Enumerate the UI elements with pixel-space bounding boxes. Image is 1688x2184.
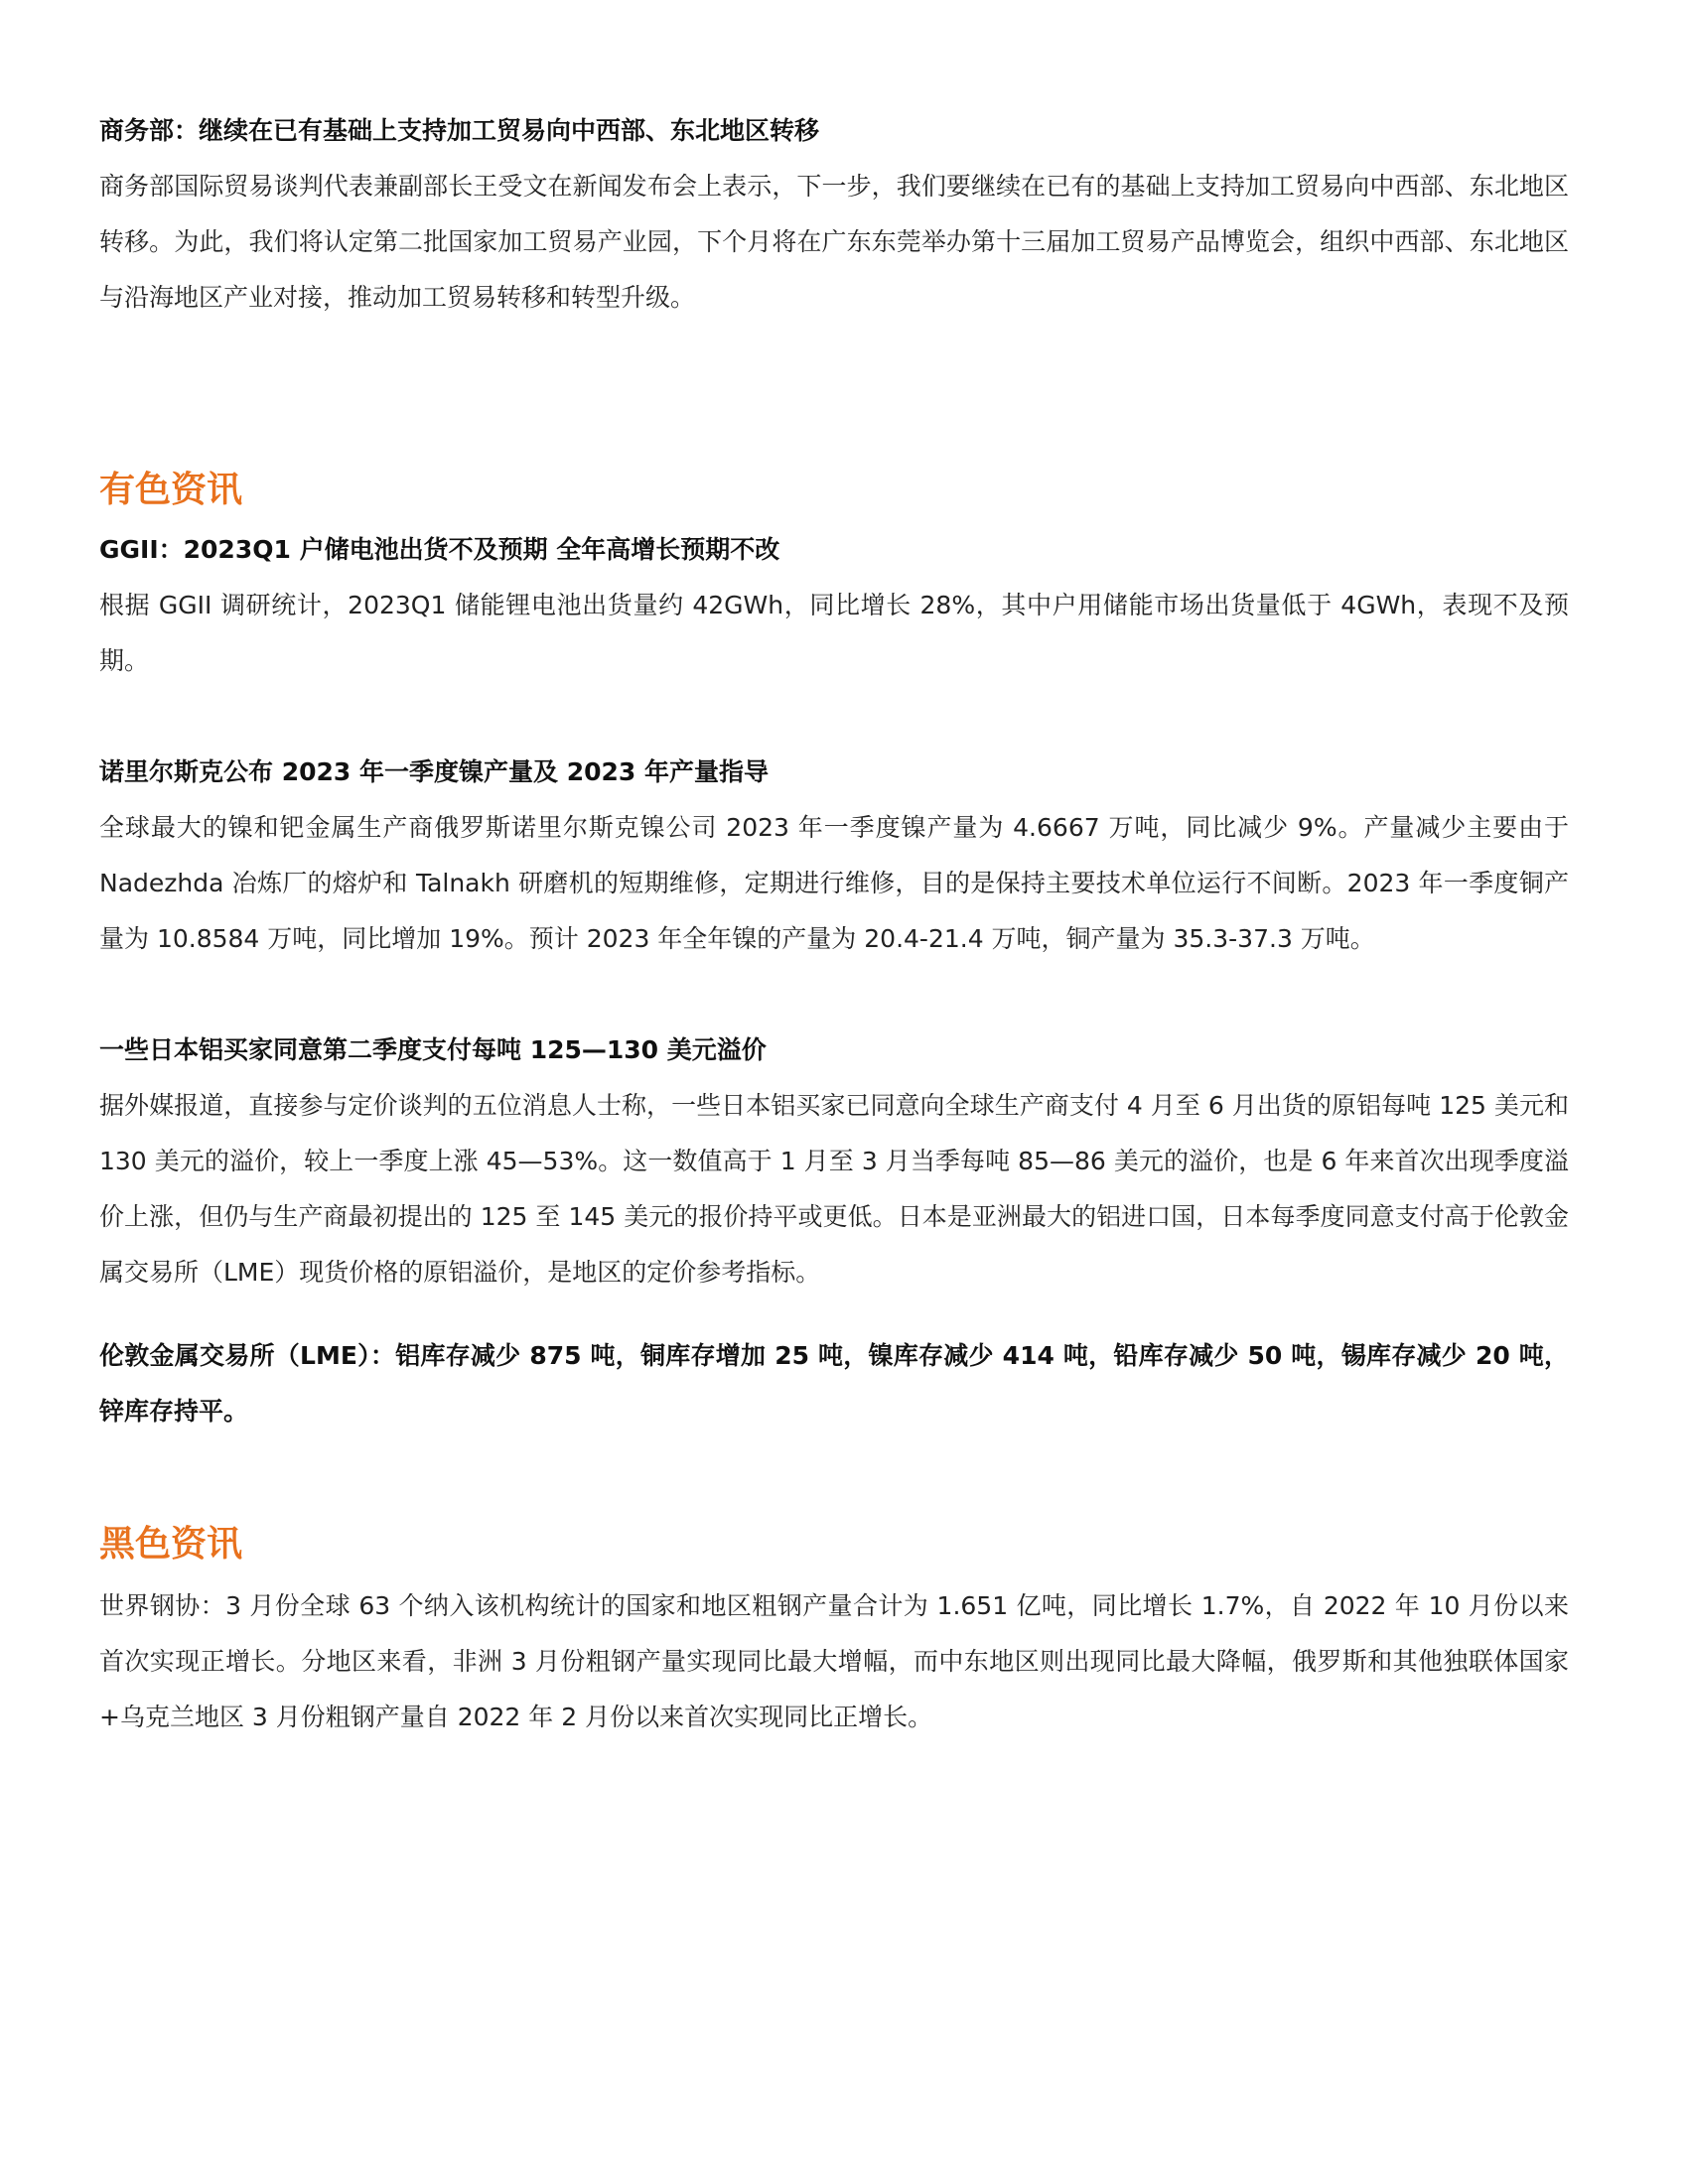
- commerce-news-body: 商务部国际贸易谈判代表兼副部长王受文在新闻发布会上表示，下一步，我们要继续在已有的基础上支持加工贸易向中西部、东北地区转移。为此，我们将认定第二批国家加工贸易产业园，下个月将在广东东莞举办第十三届加工贸易产品博览会，组织中西部、东北地区与沿海地区产业对接，推动加工贸易转移和转型升级。: [99, 172, 1569, 312]
- nornickel-news-title: 诺里尔斯克公布 2023 年一季度镍产量及 2023 年产量指导: [99, 757, 769, 786]
- nornickel-news-body: 全球最大的镍和钯金属生产商俄罗斯诺里尔斯克镍公司 2023 年一季度镍产量为 4.6667 万吨，同比减少 9%。产量减少主要由于 Nadezhda 冶炼厂的熔炉和 Talnakh 研磨机的短期维修，定期进行维修，目的是保持主要技术单位运行不间断。2023 年一季度铜产量为 10.8584 万吨，同比增加 19%。预计 2023 年全年镍的产量为 20.4-21.4 万吨，铜产量为 35.3-37.3 万吨。: [99, 813, 1569, 953]
- commerce-news: [99, 103, 1569, 326]
- worldsteel-news-body: 世界钢协：3 月份全球 63 个纳入该机构统计的国家和地区粗钢产量合计为 1.651 亿吨，同比增长 1.7%，自 2022 年 10 月份以来首次实现正增长。分地区来看，非洲 3 月份粗钢产量实现同比最大增幅，而中东地区则出现同比最大降幅，俄罗斯和其他独联体国家+乌克兰地区 3 月份粗钢产量自 2022 年 2 月份以来首次实现同比正增长。: [99, 1591, 1569, 1731]
- ferrous-heading: 黑色资讯: [99, 1524, 243, 1565]
- ggii-news-title: GGII：2023Q1 户储电池出货不及预期 全年高增长预期不改: [99, 535, 780, 564]
- japan-aluminium-news: [99, 1023, 1569, 1300]
- japan-aluminium-news-title: 一些日本铝买家同意第二季度支付每吨 125—130 美元溢价: [99, 1035, 767, 1064]
- lme-inventory-body: 伦敦金属交易所（LME）：铝库存减少 875 吨，铜库存增加 25 吨，镍库存减少 414 吨，铅库存减少 50 吨，锡库存减少 20 吨，锌库存持平。: [99, 1341, 1569, 1426]
- japan-aluminium-news-body: 据外媒报道，直接参与定价谈判的五位消息人士称，一些日本铝买家已同意向全球生产商支付 4 月至 6 月出货的原铝每吨 125 美元和 130 美元的溢价，较上一季度上涨 45—53%。这一数值高于 1 月至 3 月当季每吨 85—86 美元的溢价，也是 6 年来首次出现季度溢价上涨，但仍与生产商最初提出的 125 至 145 美元的报价持平或更低。日本是亚洲最大的铝进口国，日本每季度同意支付高于伦敦金属交易所（LME）现货价格的原铝溢价，是地区的定价参考指标。: [99, 1091, 1569, 1287]
- worldsteel-news: [99, 1578, 1569, 1745]
- nonferrous-section: [99, 461, 1569, 1439]
- ggii-news-body: 根据 GGII 调研统计，2023Q1 储能锂电池出货量约 42GWh，同比增长 28%，其中户用储能市场出货量低于 4GWh，表现不及预期。: [99, 591, 1569, 675]
- document-content: [99, 103, 1569, 1745]
- nonferrous-heading: 有色资讯: [99, 470, 243, 510]
- ggii-news: [99, 522, 1569, 689]
- commerce-news-title: 商务部：继续在已有基础上支持加工贸易向中西部、东北地区转移: [99, 116, 820, 145]
- nornickel-news: [99, 745, 1569, 967]
- ferrous-section: [99, 1515, 1569, 1745]
- lme-inventory-news: [99, 1328, 1569, 1439]
